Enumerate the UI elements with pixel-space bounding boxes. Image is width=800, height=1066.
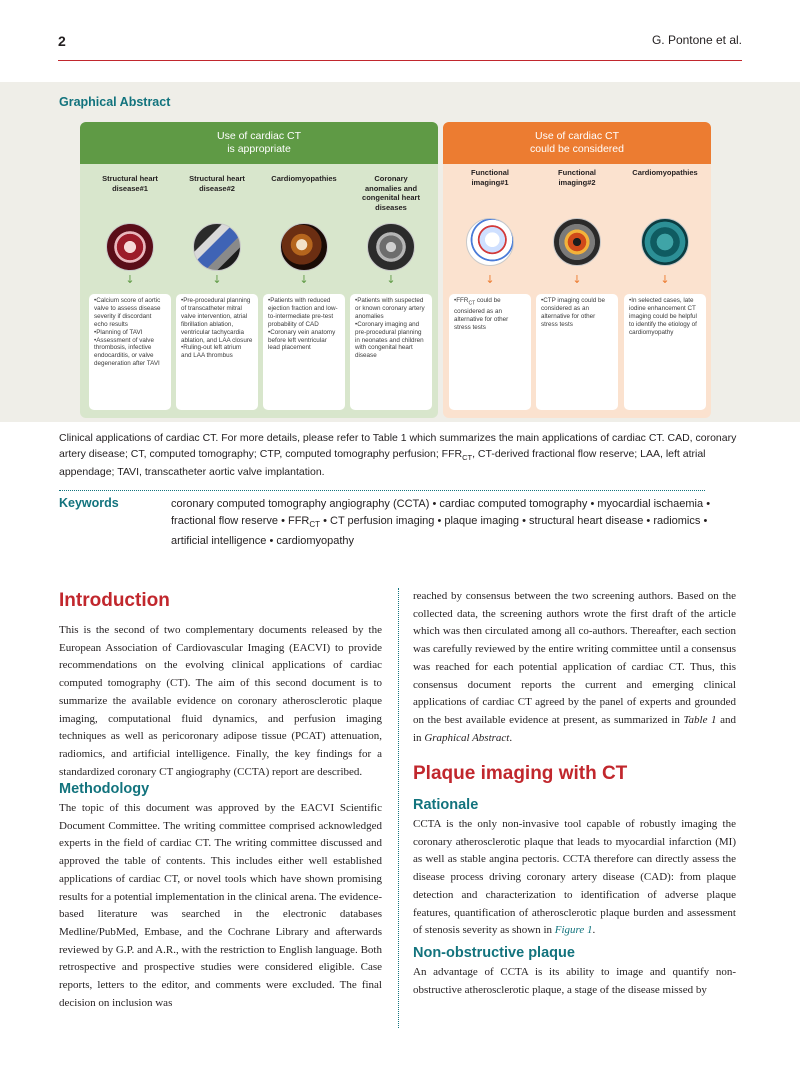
ga-column-functional-1 xyxy=(449,168,531,331)
keyword-separator: • xyxy=(646,514,651,527)
graphical-abstract-title: Graphical Abstract xyxy=(59,95,171,109)
ga-column-structural-2 xyxy=(176,168,258,360)
ga-column-coronary-anomalies xyxy=(350,168,432,360)
column-description xyxy=(624,294,706,410)
non-obstructive-text: An advantage of CCTA is its ability to image and quantify non-obstructive atherosclerotic plaque, a stage of the disease missed by xyxy=(413,966,736,996)
list-item: •Assessment of valve thrombosis, infective endocarditis, or valve degeneration after TAVI xyxy=(94,336,160,368)
keyword-separator: • xyxy=(432,498,437,510)
keyword-ffr-subscript: CT xyxy=(309,519,321,529)
keyword: CT perfusion imaging xyxy=(330,514,435,527)
and-text: and in xyxy=(413,713,737,744)
keyword: cardiac computed tomography xyxy=(439,498,588,510)
keyword: fractional flow reserve xyxy=(171,514,278,527)
ga-column-cardiomyopathies xyxy=(263,168,345,352)
column-description xyxy=(350,294,432,410)
list-item: •Ruling-out left atrium and LAA thrombus xyxy=(181,344,242,360)
keyword: plaque imaging xyxy=(444,514,519,527)
keywords-rule xyxy=(59,490,705,491)
coronary-anomaly-image xyxy=(367,223,415,271)
group-considered-line2: could be considered xyxy=(530,143,624,155)
keywords-list xyxy=(171,496,711,550)
down-arrow-icon: ↓ xyxy=(572,273,582,286)
down-arrow-icon: ↓ xyxy=(212,273,222,286)
down-arrow-icon: ↓ xyxy=(386,273,396,286)
keyword-separator: • xyxy=(323,514,327,527)
down-arrow-icon: ↓ xyxy=(485,273,495,286)
group-appropriate-line2: is appropriate xyxy=(227,143,291,155)
keyword: coronary computed tomography angiography (CCTA) xyxy=(171,498,430,510)
table-ref-text: Table 1 xyxy=(683,713,717,726)
group-appropriate-header xyxy=(80,122,438,164)
late-iodine-image xyxy=(641,218,689,266)
aortic-valve-image xyxy=(106,223,154,271)
column-description xyxy=(263,294,345,410)
rationale-heading: Rationale xyxy=(413,797,479,813)
rationale-text xyxy=(413,816,736,940)
list-item: •Patients with suspected or known coronary artery anomalies xyxy=(355,297,425,320)
methodology-heading: Methodology xyxy=(59,781,150,797)
header-rule xyxy=(58,60,742,61)
list-item: •In selected cases, late iodine enhancement CT imaging could be helpful to identify the etiology of cardiomyopathy xyxy=(629,297,697,336)
list-item: •Patients with reduced ejection fraction and low-to-intermediate pre-test probability of CAD xyxy=(268,297,338,328)
period: . xyxy=(592,924,596,937)
keyword-separator: • xyxy=(281,514,285,527)
list-item: •Coronary imaging and pre-procedural planning in neonates and children with congenital heart disease xyxy=(355,320,424,360)
ga-column-cardiomyopathies-lie xyxy=(624,168,706,336)
column-description xyxy=(449,294,531,410)
keyword: structural heart disease xyxy=(528,514,644,527)
list-item: •Calcium score of aortic valve to assess disease severity if discordant echo results xyxy=(94,297,161,328)
caption-text: Clinical applications of cardiac CT. For more details, please refer to Table 1 which summarizes the main applications of cardiac CT. CAD, coronary artery disease; CT, computed tomography; CTP, computed tomography perfusion; FFR xyxy=(59,432,737,460)
list-item xyxy=(454,297,526,332)
keyword-separator: • xyxy=(437,514,442,527)
group-considered-header xyxy=(443,122,711,164)
rationale-body: CCTA is the only non-invasive tool capable of robustly imaging the coronary atherosclerotic plaque that leads to myocardial infarction (MI) as well as stable angina pectoris. CCTA therefore can directly assess the disease process driving coronary artery disease (CAD): from plaque detection and characterization to identification of adverse plaque features, quantification of atherosclerotic plaque burden and assessment of stenosis severity as shown in xyxy=(413,818,736,937)
ffr-subscript: CT xyxy=(468,300,476,307)
keyword xyxy=(288,515,320,527)
keyword-separator: • xyxy=(590,498,595,510)
list-item: •Planning of TAVI xyxy=(94,328,143,336)
column-description xyxy=(536,294,618,410)
keyword-separator: • xyxy=(706,498,711,510)
caption-subscript: CT xyxy=(462,452,473,462)
mitral-device-image xyxy=(193,223,241,271)
column-title: Cardiomyopathies xyxy=(271,174,337,183)
running-authors: G. Pontone et al. xyxy=(651,33,742,47)
column-divider xyxy=(398,588,399,1028)
ffr-ct-image xyxy=(466,218,514,266)
keyword: myocardial ischaemia xyxy=(597,498,704,510)
figure-reference: Figure 1 xyxy=(554,924,593,937)
ctp-image xyxy=(553,218,601,266)
group-appropriate-line1: Use of cardiac CT xyxy=(216,130,302,142)
consensus-text xyxy=(413,588,736,747)
keyword: cardiomyopathy xyxy=(276,535,355,548)
list-item: •Pre-procedural planning of transcatheter mitral valve intervention, atrial fibrillation ablation, ventricular tachycardia ablation, and LAA closure xyxy=(181,297,253,344)
methodology-text: The topic of this document was approved by the EACVI Scientific Document Committee. The writing committee comprised acknowledged experts in the field of cardiac CT. The writing committee discussed and approved the table of contents. This includes either well established applications of cardiac CT, or novel tools which have shown promising results for a potential implementation in the clinical arena. The evidence-based literature was searched in the electronic databases Medline/PubMed, Embase, and the Cochrane Library and afterwards reviewed by G.P. and A.R., with the restriction to English language. Both retrospective and prospective studies were considered eligible. Case reports, letters to the editor, and comments were excluded. The final decision on inclusion was xyxy=(59,802,382,1009)
coronary-vein-image xyxy=(280,223,328,271)
keyword-separator: • xyxy=(269,535,274,548)
table-reference xyxy=(683,714,716,726)
page-number: 2 xyxy=(58,33,66,49)
keyword-ffr: FFR xyxy=(287,514,310,527)
plaque-imaging-heading: Plaque imaging with CT xyxy=(413,763,628,784)
group-considered-line1: Use of cardiac CT xyxy=(534,130,620,142)
keyword-separator: • xyxy=(522,514,526,527)
column-description xyxy=(176,294,258,410)
column-title: Cardiomyopathies xyxy=(632,168,698,177)
list-item: •CTP imaging could be considered as an alternative for other stress tests xyxy=(541,297,606,328)
down-arrow-icon: ↓ xyxy=(299,273,309,286)
period: . xyxy=(509,731,513,744)
column-title: Coronary anomalies and congenital heart diseases xyxy=(362,174,420,212)
non-obstructive-heading: Non-obstructive plaque xyxy=(413,945,575,961)
ga-column-functional-2 xyxy=(536,168,618,328)
keyword-separator: • xyxy=(703,514,708,527)
figure-caption xyxy=(59,431,741,481)
ga-column-structural-1 xyxy=(89,168,171,368)
column-title: Structural heart disease#1 xyxy=(102,174,158,193)
list-item: •Coronary vein anatomy before left ventricular lead placement xyxy=(268,328,336,352)
column-title: Functional imaging#1 xyxy=(471,168,509,187)
column-title: Structural heart disease#2 xyxy=(189,174,245,193)
consensus-body: reached by consensus between the two screening authors. Based on the collected data, the screening authors wrote the first draft of the article which was then circulated among all co-authors. Thereafter, each section was carefully reviewed by the entire writing committee until a consensus was reached for each potential application of cardiac CT. Thus, this consensus document reports the current and emerging clinical applications of cardiac CT agreed by the panel of experts and grounded on the best available evidence at present, as summarized in xyxy=(413,590,736,726)
keywords-label: Keywords xyxy=(59,496,119,510)
introduction-text: This is the second of two complementary documents released by the European Association of Cardiovascular Imaging (EACVI) to provide recommendations on the evolving clinical applications of cardiac computed tomography (CT). The aim of this second document is to summarize the available evidence on coronary atherosclerotic plaque imaging, computational fluid dynamics, and perfusion imaging techniques as well as pericoronary adipose tissue (PCAT) attenuation, radiomics, and artificial intelligence. Finally, the key findings for a standardized coronary CT angiography (CCTA) report are described. xyxy=(59,624,382,778)
down-arrow-icon: ↓ xyxy=(125,273,135,286)
keyword: artificial intelligence xyxy=(171,535,267,548)
keyword: radiomics xyxy=(653,514,701,527)
ffr-rest: could be considered as an alternative for other stress tests xyxy=(454,297,509,331)
ffr-text: •FFR xyxy=(454,297,469,304)
column-description xyxy=(89,294,171,410)
graphical-abstract-reference: Graphical Abstract xyxy=(424,731,510,744)
introduction-heading: Introduction xyxy=(59,590,170,611)
column-title: Functional imaging#2 xyxy=(558,168,596,187)
running-header xyxy=(58,33,742,51)
down-arrow-icon: ↓ xyxy=(660,273,670,286)
caption-text-rest: , CT-derived fractional flow reserve; LAA, left atrial appendage; TAVI, transcatheter aortic valve implantation. xyxy=(59,447,706,479)
